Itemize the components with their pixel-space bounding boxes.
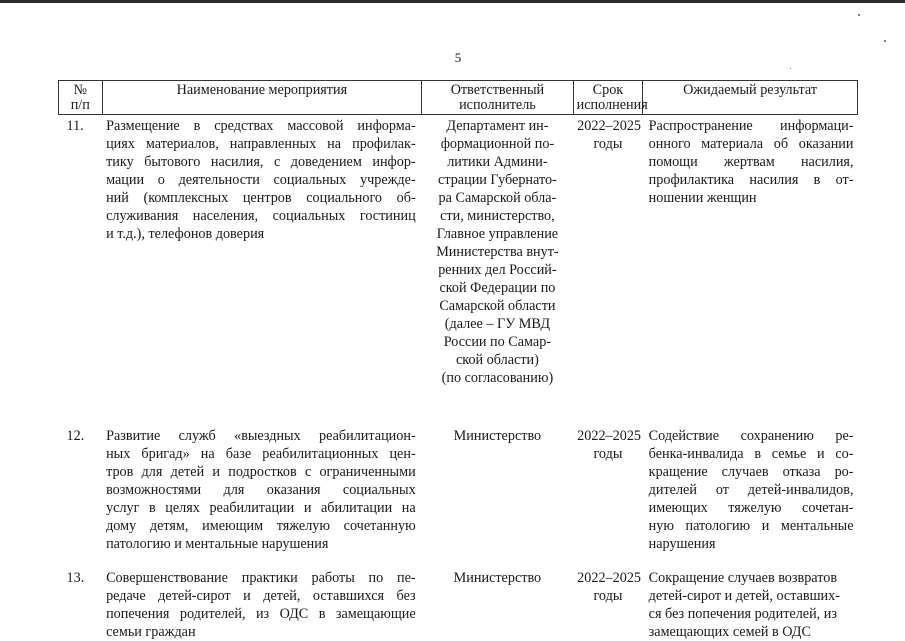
text-line: имеющих тяжелую сочетан- (648, 500, 854, 516)
text-line: (далее – ГУ МВД (444, 316, 551, 332)
header-term-line1: Срок (592, 82, 624, 98)
header-executor (422, 81, 573, 115)
text-line: тику бытового насилия, с доведением инфор- (106, 154, 416, 170)
scan-speck (884, 40, 886, 42)
text-line: Совершенствование практики работы по пе- (106, 570, 416, 586)
text-line: годы (593, 446, 623, 462)
text-line: Сокращение случаев возвратов (648, 570, 838, 586)
text-line: возможностями для оказания социальных (106, 482, 416, 498)
responsible-executor (422, 115, 573, 428)
top-scan-edge (0, 0, 905, 3)
activity-name (102, 569, 422, 641)
scan-speck (790, 68, 791, 69)
row-number: 11. (66, 118, 84, 134)
table-header-row (59, 81, 858, 115)
text-line: 2022–2025 (577, 118, 641, 134)
text-line: замещающих семей в ОДС (648, 624, 811, 640)
text-line: страции Губернато- (438, 172, 557, 188)
header-term-line2: исполнения (576, 97, 648, 113)
text-line: детей-сирот и детей, оставших- (648, 588, 840, 604)
page-number: 5 (454, 50, 462, 65)
execution-term (573, 569, 643, 641)
text-line: патологию и ментальные нарушения (106, 536, 329, 552)
text-line: кращение случаев отказа ро- (648, 464, 854, 480)
row-number: 12. (66, 428, 85, 444)
text-line: тров для детей и подростков с ограниченными (106, 464, 416, 480)
text-line: дому детям, имеющим тяжелую сочетанную (106, 518, 416, 534)
text-line: мации о деятельности социальных учрежде- (106, 172, 416, 188)
scan-speck (858, 14, 860, 16)
expected-result (643, 115, 858, 428)
activity-name (102, 427, 422, 569)
text-line: и т.д.), телефонов доверия (106, 226, 265, 242)
header-expected-result: Ожидаемый результат (643, 81, 858, 115)
text-line: семьи граждан (106, 624, 196, 640)
text-line: помощи жертвам насилия, (648, 154, 854, 170)
text-line: Министерство (453, 570, 542, 586)
text-line: литики Админи- (447, 154, 548, 170)
text-line: годы (593, 588, 623, 604)
text-line: дителей от детей-инвалидов, (648, 482, 854, 498)
execution-term (573, 115, 643, 428)
execution-term (573, 427, 643, 569)
text-line: Размещение в средствах массовой информа- (106, 118, 416, 134)
text-line: 2022–2025 (577, 428, 641, 444)
text-line: Развитие служб «выездных реабилитацион- (106, 428, 416, 444)
text-line: (по согласованию) (441, 370, 554, 386)
text-line: ний (комплексных центров социального об- (106, 190, 416, 206)
header-number-line2: п/п (70, 97, 90, 113)
text-line: Департамент ин- (446, 118, 549, 134)
text-line: ных бригад» на базе реабилитационных цен- (106, 446, 416, 462)
text-line: бенка-инвалида в семье и со- (648, 446, 854, 462)
text-line: нарушения (648, 536, 716, 552)
text-line: профилактика насилия в от- (648, 172, 854, 188)
text-line: ношении женщин (648, 190, 757, 206)
header-number (59, 81, 103, 115)
text-line: 2022–2025 (577, 570, 641, 586)
text-line: формационной по- (440, 136, 555, 152)
activity-name (102, 115, 422, 428)
text-line: сти, министерство, (440, 208, 555, 224)
text-line: годы (593, 136, 623, 152)
text-line: редаче детей-сирот и детей, оставшихся без (106, 588, 416, 604)
header-number-line1: № (73, 82, 88, 98)
text-line: циях материалов, направленных на профилак- (106, 136, 416, 152)
text-line: России по Самар- (443, 334, 552, 350)
text-line: ную патологию и ментальные (648, 518, 854, 534)
table-row (59, 115, 858, 428)
header-executor-line2: исполнитель (459, 97, 536, 113)
text-line: ской Федерации по (439, 280, 556, 296)
responsible-executor (422, 427, 573, 569)
table-row (59, 427, 858, 569)
text-line: Министерства внут- (436, 244, 559, 260)
activities-table (58, 80, 858, 641)
text-line: попечения родителей, из ОДС в замещающие (106, 606, 416, 622)
text-line: служивания населения, социальных гостиниц (106, 208, 416, 224)
table-row (59, 569, 858, 641)
expected-result (643, 569, 858, 641)
text-line: ренних дел Россий- (438, 262, 557, 278)
text-line: услуг в целях реабилитации и абилитации на (106, 500, 416, 516)
text-line: ра Самарской обла- (438, 190, 557, 206)
row-number: 13. (66, 570, 85, 586)
expected-result (643, 427, 858, 569)
text-line: Самарской области (439, 298, 556, 314)
text-line: Главное управление (436, 226, 559, 242)
responsible-executor (422, 569, 573, 641)
text-line: Содействие сохранению ре- (648, 428, 854, 444)
text-line: Министерство (453, 428, 542, 444)
header-executor-line1: Ответственный (450, 82, 545, 98)
text-line: Распространение информаци- (648, 118, 854, 134)
text-line: онного материала об оказании (648, 136, 854, 152)
header-activity-name: Наименование мероприятия (102, 81, 422, 115)
text-line: ской области) (455, 352, 539, 368)
header-term (573, 81, 648, 115)
text-line: ся без попечения родителей, из (648, 606, 837, 622)
